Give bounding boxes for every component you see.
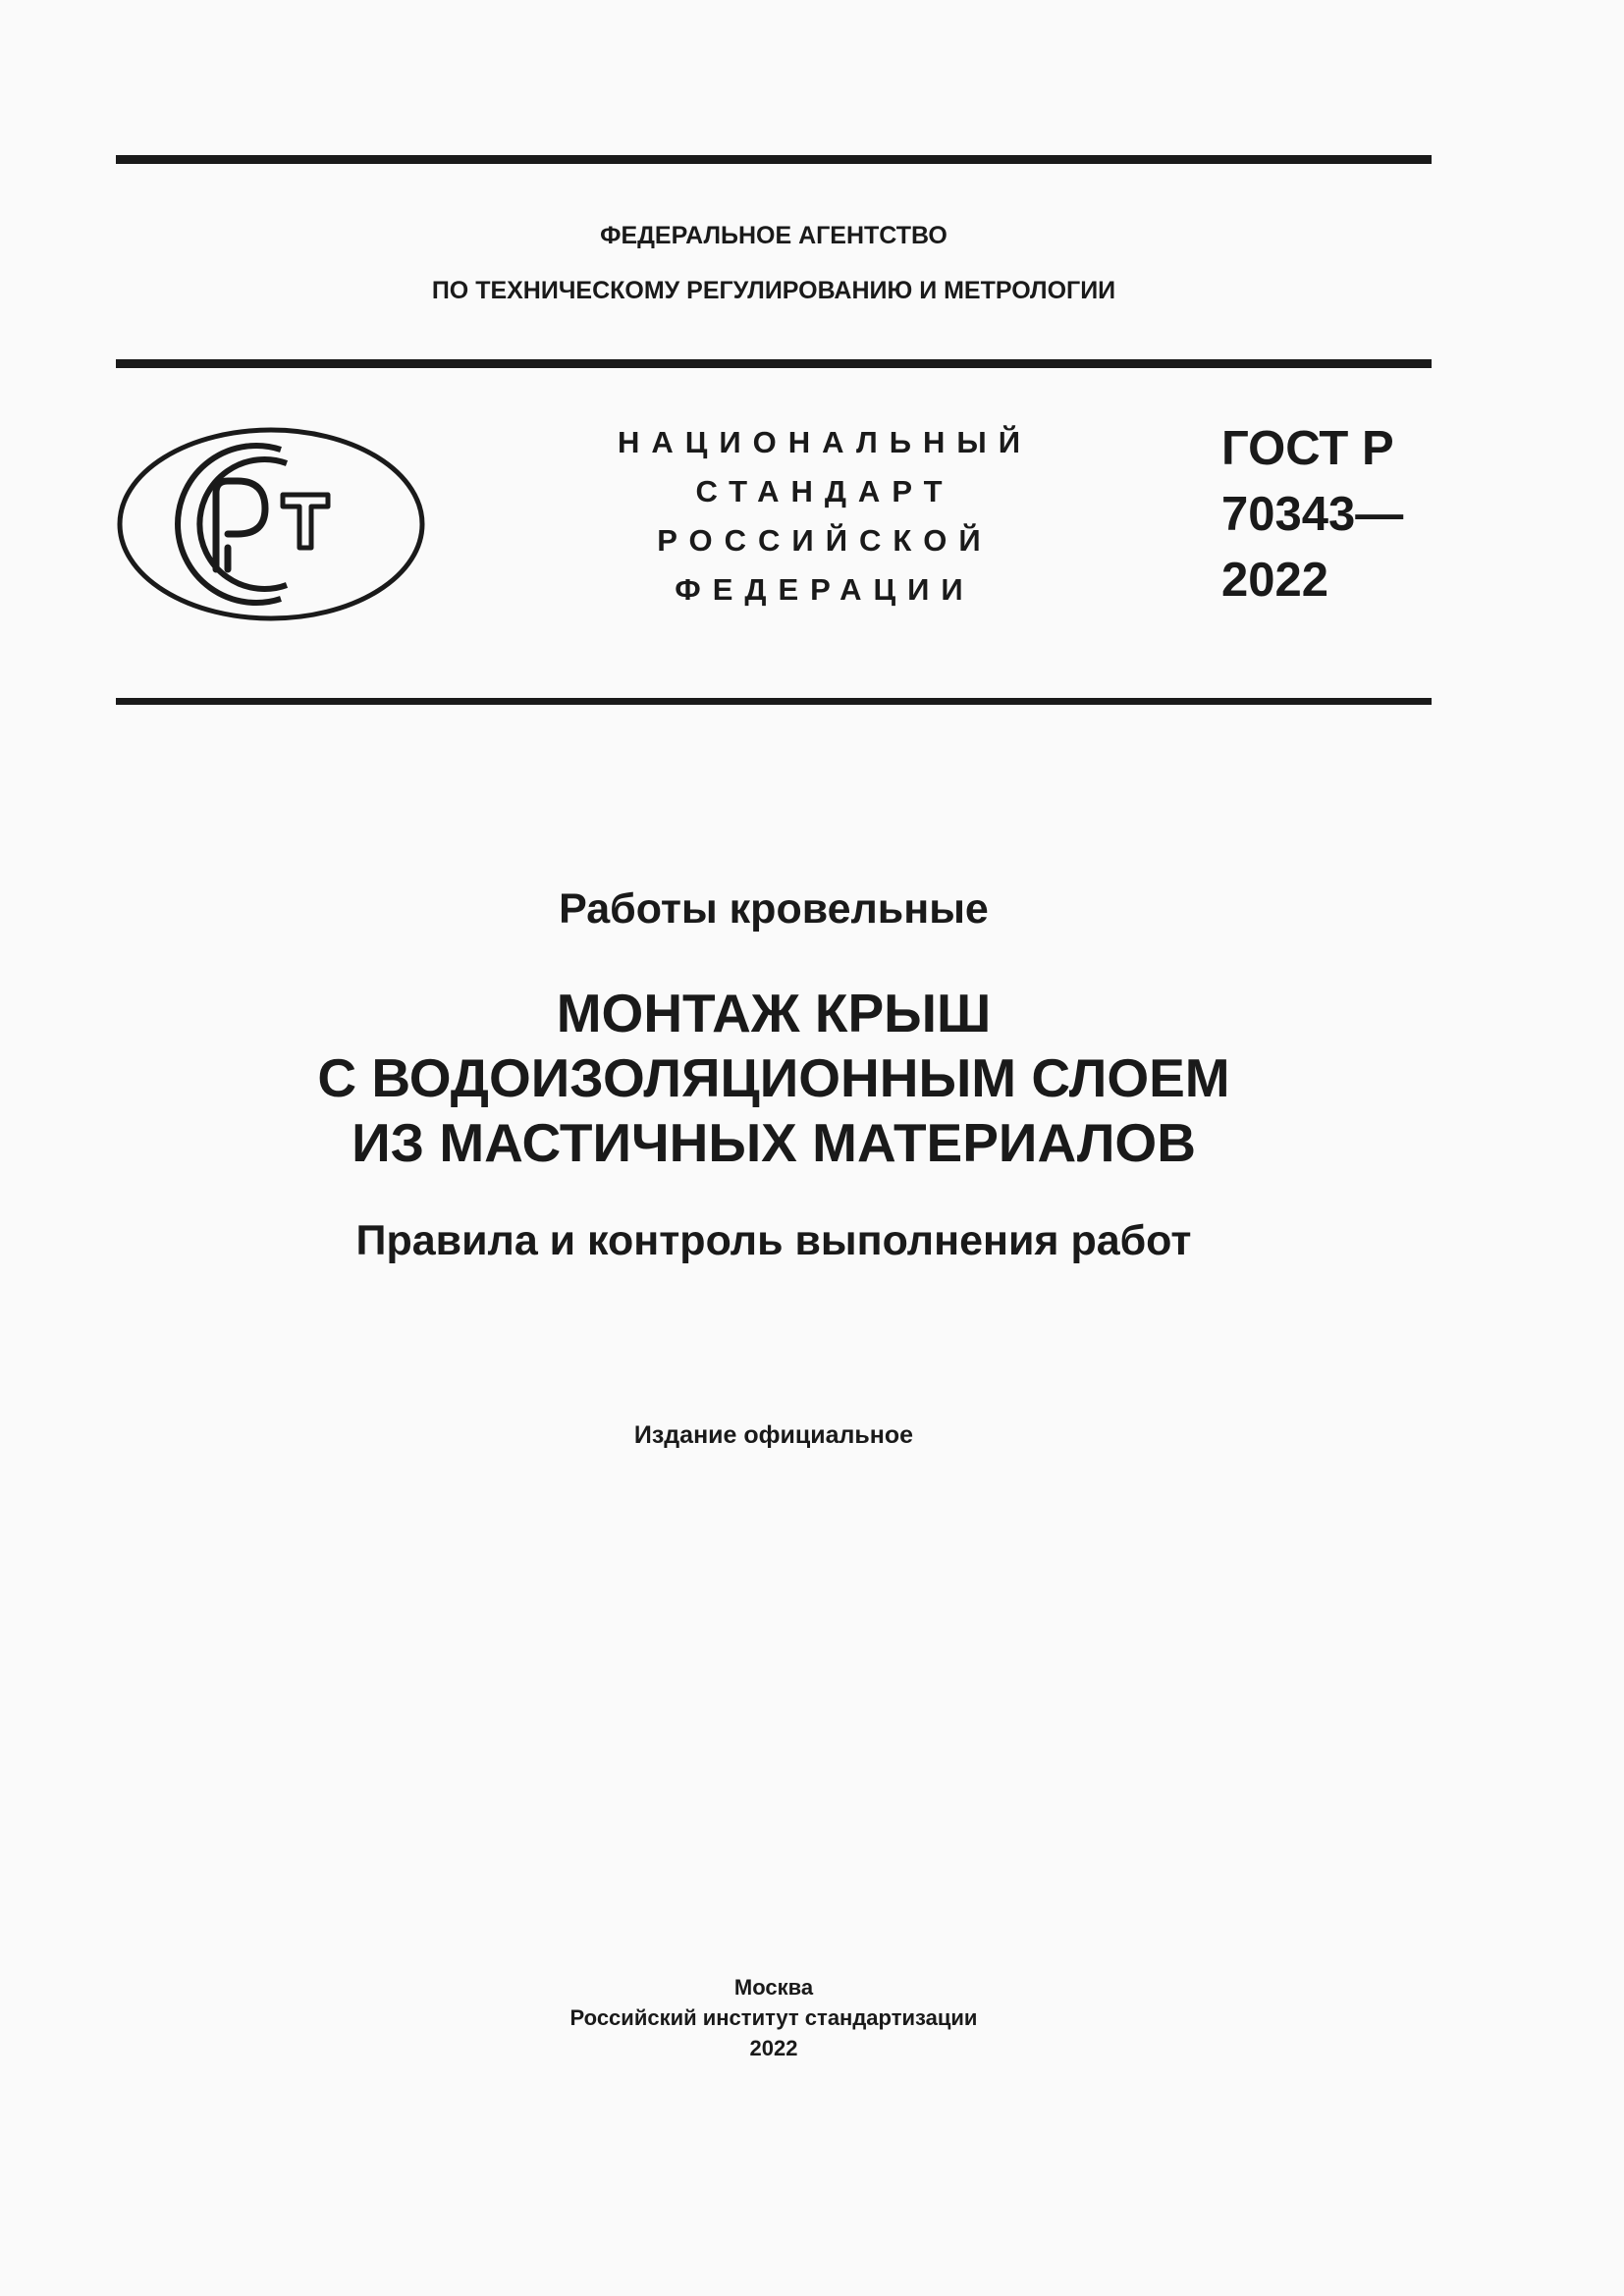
publisher-year: 2022 bbox=[749, 2036, 798, 2060]
agency-line-2: ПО ТЕХНИЧЕСКОМУ РЕГУЛИРОВАНИЮ И МЕТРОЛОГИИ bbox=[431, 277, 1116, 304]
title-line-1: МОНТАЖ КРЫШ bbox=[556, 983, 992, 1043]
agency-header bbox=[116, 208, 1432, 318]
edition-label: Издание официальное bbox=[633, 1421, 914, 1449]
rst-logo-icon bbox=[116, 426, 426, 622]
document-category: Работы кровельные bbox=[559, 885, 989, 933]
top-rule bbox=[116, 155, 1432, 164]
publisher-name: Российский институт стандартизации bbox=[569, 2005, 978, 2030]
document-title bbox=[116, 981, 1432, 1175]
middle-rule bbox=[116, 359, 1432, 368]
bottom-rule bbox=[116, 698, 1432, 705]
standard-type-line-2: СТАНДАРТ bbox=[695, 474, 954, 508]
title-line-3: ИЗ МАСТИЧНЫХ МАТЕРИАЛОВ bbox=[352, 1112, 1196, 1173]
publisher-city: Москва bbox=[733, 1975, 814, 2000]
standard-type bbox=[550, 418, 1100, 614]
standard-type-line-4: ФЕДЕРАЦИИ bbox=[675, 572, 975, 607]
publisher-block bbox=[116, 1972, 1432, 2063]
standard-designation bbox=[1221, 416, 1403, 614]
agency-line-1: ФЕДЕРАЛЬНОЕ АГЕНТСТВО bbox=[600, 222, 947, 249]
document-subtitle: Правила и контроль выполнения работ bbox=[355, 1217, 1192, 1264]
designation-line-2: 70343— bbox=[1221, 488, 1404, 541]
standard-type-line-3: РОССИЙСКОЙ bbox=[657, 523, 993, 558]
title-line-2: С ВОДОИЗОЛЯЦИОННЫМ СЛОЕМ bbox=[317, 1047, 1230, 1108]
standard-type-line-1: НАЦИОНАЛЬНЫЙ bbox=[617, 425, 1033, 459]
designation-line-1: ГОСТ Р bbox=[1221, 422, 1394, 475]
designation-line-3: 2022 bbox=[1221, 554, 1329, 607]
